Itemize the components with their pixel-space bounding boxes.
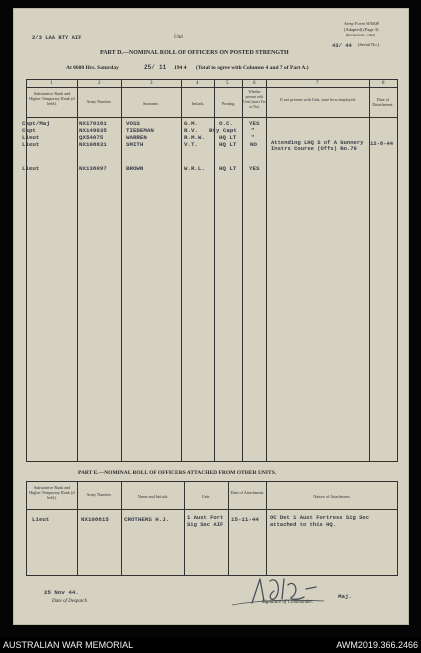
cell-surname: WARREN [126, 134, 147, 141]
cell-detachment-date: 12-8-44 [370, 140, 394, 147]
cell-initials: R.M.W. [184, 134, 205, 141]
cell-employment: Attending LHQ S of A Gunnery Instrs Course (Offs) No.70 [271, 139, 364, 153]
col-number: 7 [316, 81, 319, 86]
cell-unit: 1 Aust Fort Sig Sec AIF [187, 514, 224, 528]
col-line [266, 481, 267, 576]
archive-footer [0, 637, 421, 653]
cell-name: CROTHERS H.J. [124, 516, 170, 523]
col-number: 1 [50, 81, 53, 86]
col-number: 8 [382, 81, 385, 86]
adapted-label: (Adapted) (Page 3) [344, 27, 379, 32]
header-bottom-rule [26, 117, 397, 118]
cell-posting: HQ LT [219, 134, 237, 141]
cell-present: " [251, 134, 255, 141]
part-e-bottom-rule [26, 575, 397, 576]
accession-number: AWM2019.366.2466 [336, 640, 418, 650]
cell-army-number: NX108631 [79, 141, 107, 148]
col-header-unit: Unit. [201, 494, 211, 499]
cell-army-number: QX54075 [79, 134, 104, 141]
unit-typed: 2/3 LAA BTY AIF [32, 34, 82, 41]
cell-rank: Lieut [32, 516, 50, 523]
serial-label: (Serial No.) [358, 42, 380, 47]
col-header-posting: Posting. [221, 101, 236, 106]
col-line [266, 79, 267, 462]
col-line [184, 481, 185, 576]
date-year: 194 4 [174, 65, 187, 71]
commander-signature [224, 571, 334, 611]
col-number: 4 [196, 81, 199, 86]
cell-army-number: NX149035 [79, 127, 107, 134]
col-line [181, 79, 182, 462]
cell-present: YES [249, 120, 260, 127]
col-header-army-number: Army Number. [86, 492, 112, 497]
army-form: Army Form W3008 [344, 21, 379, 26]
cell-rank: Capt [22, 127, 36, 134]
cell-army-number: NX170161 [79, 120, 107, 127]
cell-surname: TIEDEMAN [126, 127, 154, 134]
signature-label: Signature of Commander. [262, 600, 314, 605]
cell-present: " [251, 127, 255, 134]
col-header-employed: If not present with Unit, state how employed. [280, 97, 356, 102]
col-line [369, 79, 370, 462]
date-prefix: At 0600 Hrs. Saturday [66, 65, 119, 71]
cell-posting: HQ LT [219, 141, 237, 148]
revised-label: (Revised Oct., 1942) [346, 33, 376, 37]
cell-nature: OC Det 1 Aust Fortress Sig Sec attached to this HQ. [270, 514, 370, 528]
col-line [397, 79, 398, 462]
col-number-rule [26, 87, 397, 88]
cell-initials: R.V. [184, 127, 198, 134]
col-line [242, 79, 243, 462]
col-number: 3 [150, 81, 153, 86]
cell-army-number: NX138097 [79, 165, 107, 172]
serial-typed: 43/ 44 [332, 42, 352, 49]
cell-rank: Lieut [22, 141, 40, 148]
cell-initials: W.R.L. [184, 165, 205, 172]
cell-present: YES [249, 165, 260, 172]
col-header-attachment-date: Date of Attachment. [230, 490, 265, 495]
col-header-name: Name and Initials. [137, 494, 169, 499]
part-e-header-rule [26, 509, 397, 510]
col-line [214, 79, 215, 462]
part-d-title: PART D.—NOMINAL ROLL OF OFFICERS ON POSTED STRENGTH [100, 50, 289, 56]
col-line [26, 481, 27, 576]
unit-label: Unit [174, 35, 183, 40]
col-header-surname: Surname. [143, 101, 159, 106]
col-header-detachment: Date of Detachment. [372, 97, 394, 107]
part-e-title: PART E.—NOMINAL ROLL OF OFFICERS ATTACHED FROM OTHER UNITS. [78, 470, 277, 476]
cell-rank: Lieut [22, 134, 40, 141]
cell-initials: G.M. [184, 120, 198, 127]
cell-initials: V.T. [184, 141, 198, 148]
rank-typed: Maj. [338, 593, 352, 600]
cell-present: NO [250, 141, 257, 148]
col-line [121, 79, 122, 462]
date-day: 25/ [144, 64, 155, 71]
cell-posting: O.C. [219, 120, 233, 127]
cell-surname: SMITH [126, 141, 144, 148]
cell-rank: Lieut [22, 165, 40, 172]
col-header-initials: Initials. [191, 101, 205, 106]
col-header-army-number: Army Number. [86, 99, 112, 104]
cell-army-number: NX108815 [81, 516, 109, 523]
col-header-nature: Nature of Attachment. [313, 494, 351, 499]
col-number: 6 [253, 81, 256, 86]
col-number: 2 [98, 81, 101, 86]
despatch-label: Date of Despatch [52, 599, 87, 604]
cell-attachment-date: 15-11-44 [231, 516, 259, 523]
table-top-rule [26, 79, 397, 80]
col-header-rank: Substantive Rank and Higher Temporary Rank (if held). [29, 91, 75, 106]
part-e-top-rule [26, 481, 397, 482]
cell-surname: VOSS [126, 120, 140, 127]
col-line [121, 481, 122, 576]
document-page [13, 8, 409, 625]
col-header-rank: Substantive Rank and Higher Temporary Rank (if held). [29, 485, 75, 500]
col-line [77, 481, 78, 576]
col-line [397, 481, 398, 576]
col-header-present: Whether present with Unit (insert Yes or No). [243, 90, 266, 109]
cell-posting: Bty Capt [209, 127, 237, 134]
despatch-date: 25 Nov 44. [44, 589, 79, 596]
cell-rank: Capt/Maj [22, 120, 50, 127]
cell-posting: HQ LT [219, 165, 237, 172]
institution-name: AUSTRALIAN WAR MEMORIAL [3, 640, 134, 650]
cell-surname: BROWN [126, 165, 144, 172]
col-number: 5 [226, 81, 229, 86]
date-suffix: (Total to agree with Columns 4 and 7 of Part A.) [196, 65, 309, 71]
col-line [228, 481, 229, 576]
table-bottom-rule [26, 461, 397, 462]
col-line [77, 79, 78, 462]
date-month: 11 [159, 64, 167, 71]
